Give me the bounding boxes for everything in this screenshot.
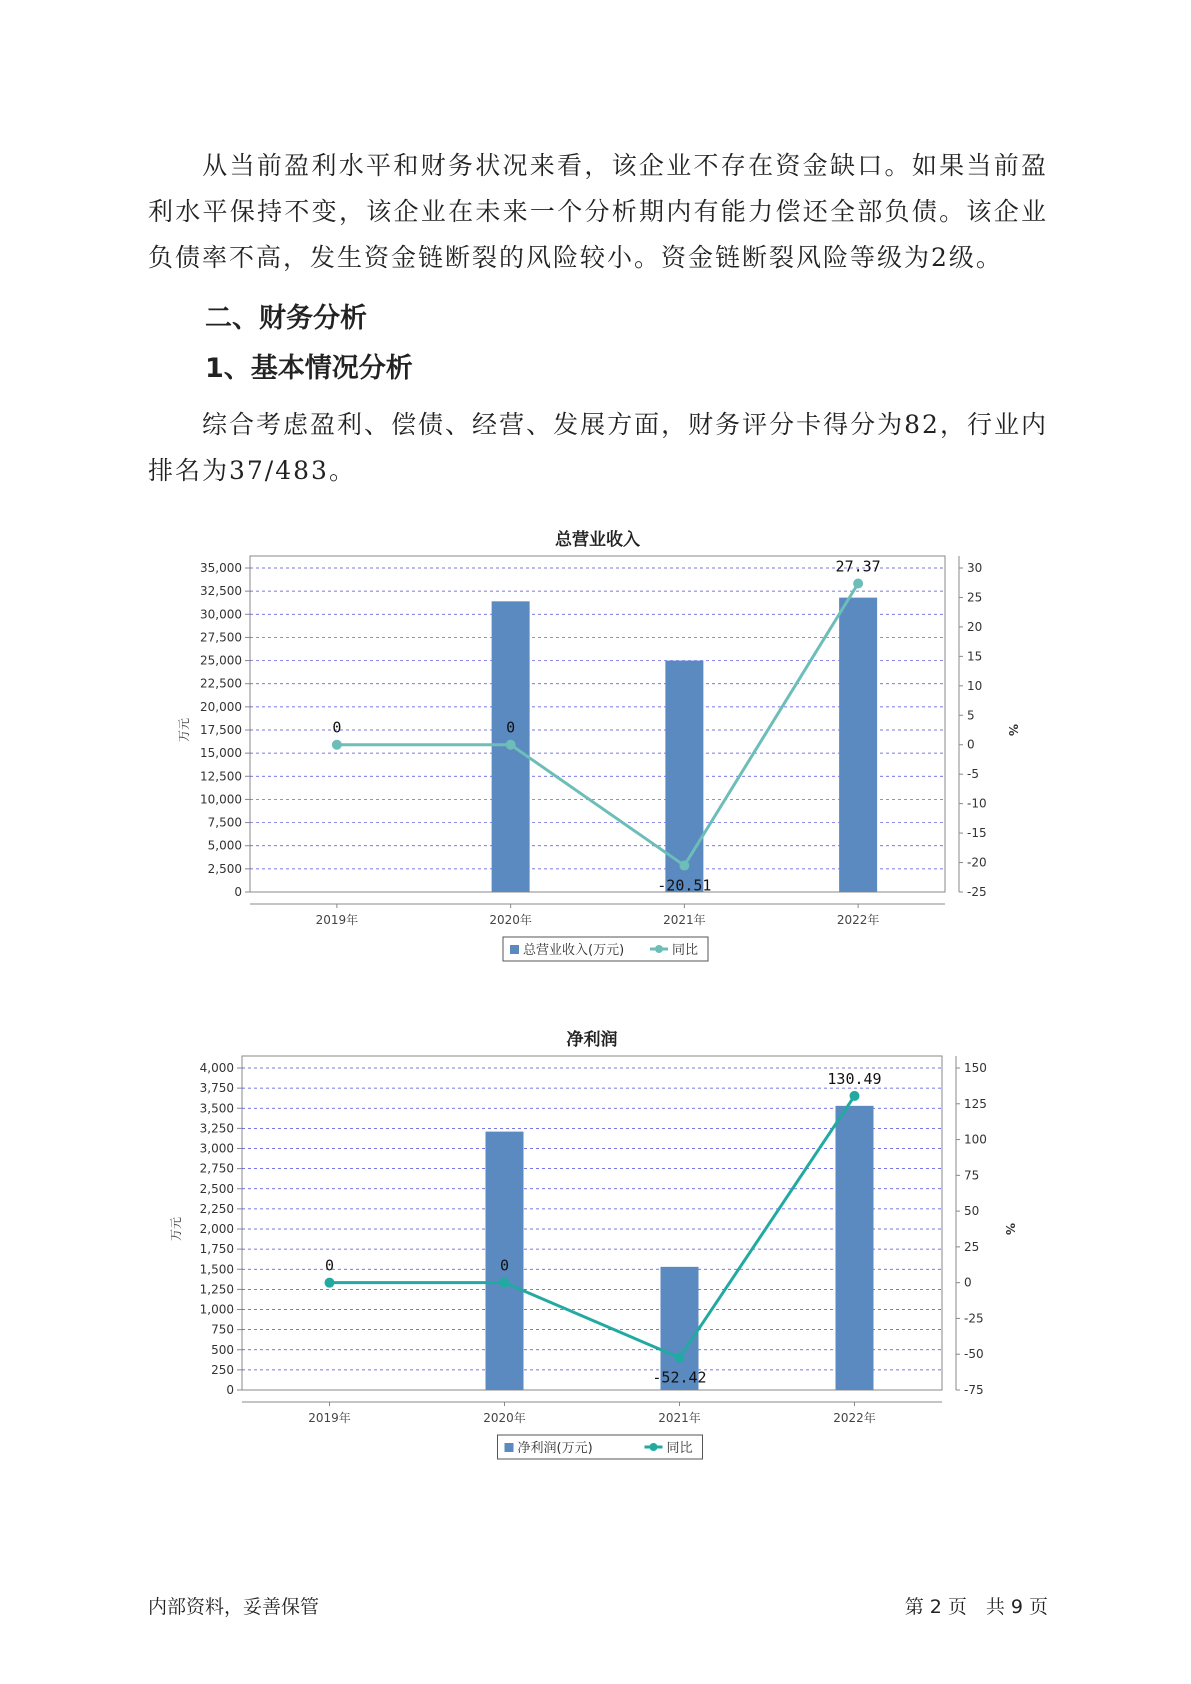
- y-tick-label: 7,500: [207, 815, 242, 830]
- y2-tick-label: 10: [967, 678, 983, 693]
- y-tick-label: 3,500: [199, 1101, 234, 1116]
- y2-tick-label: 0: [967, 737, 975, 752]
- y2-axis-label: %: [1003, 1222, 1017, 1236]
- yoy-point: [679, 861, 689, 871]
- y2-tick-label: 125: [964, 1096, 987, 1111]
- x-tick-label: 2022年: [833, 1411, 876, 1425]
- y2-tick-label: -5: [967, 767, 979, 782]
- y2-tick-label: 25: [967, 590, 983, 605]
- legend-bar-label: 总营业收入(万元): [523, 943, 625, 958]
- yoy-data-label: -20.51: [657, 876, 712, 895]
- revenue-chart-svg: [0, 525, 1191, 985]
- summary-paragraph: [148, 143, 1048, 281]
- y2-tick-label: -25: [967, 885, 987, 899]
- y-tick-label: 12,500: [200, 769, 242, 784]
- summary-text: 从当前盈利水平和财务状况来看，该企业不存在资金缺口。如果当前盈利水平保持不变，该企业在未来一个分析期内有能力偿还全部负债。该企业负债率不高，发生资金链断裂的风险较小。资金链断裂风险等级为2级。: [148, 151, 1048, 272]
- y-axis-label: 万元: [177, 717, 191, 743]
- x-tick-label: 2021年: [663, 913, 706, 927]
- x-tick-label: 2022年: [836, 913, 880, 927]
- y2-axis-label: %: [1006, 723, 1020, 737]
- y-tick-label: 4,000: [199, 1061, 234, 1075]
- chart-title: 总营业收入: [555, 530, 640, 550]
- y-tick-label: 22,500: [200, 676, 242, 691]
- y-tick-label: 0: [234, 885, 242, 899]
- yoy-data-label: 27.37: [835, 557, 881, 576]
- score-text: 综合考虑盈利、偿债、经营、发展方面，财务评分卡得分为82，行业内排名为37/483。: [148, 410, 1048, 485]
- y-tick-label: 1,750: [199, 1242, 234, 1257]
- legend-line-label: 同比: [666, 1441, 693, 1456]
- yoy-point: [853, 578, 863, 588]
- yoy-point: [506, 740, 516, 750]
- chart-title: 净利润: [566, 1030, 618, 1050]
- legend-line-marker: [655, 945, 663, 953]
- y2-tick-label: 5: [967, 708, 975, 723]
- bar: [836, 1106, 874, 1390]
- x-tick-label: 2019年: [308, 1411, 351, 1425]
- x-tick-label: 2020年: [489, 913, 532, 927]
- score-paragraph: [148, 402, 1048, 494]
- y2-tick-label: 75: [964, 1168, 980, 1183]
- y-tick-label: 3,000: [199, 1141, 234, 1156]
- y2-tick-label: -25: [964, 1311, 984, 1326]
- x-tick-label: 2021年: [658, 1411, 701, 1425]
- y-tick-label: 1,250: [199, 1282, 234, 1297]
- page-mid: 页 共: [947, 1596, 1005, 1618]
- y-tick-label: 1,000: [199, 1302, 234, 1317]
- yoy-point: [500, 1278, 510, 1288]
- y-tick-label: 27,500: [200, 630, 242, 645]
- subsection-heading: 1、基本情况分析: [205, 353, 413, 384]
- y2-tick-label: -10: [967, 796, 987, 811]
- section-heading: 二、财务分析: [205, 303, 367, 334]
- y2-tick-label: 100: [964, 1132, 987, 1147]
- yoy-point: [325, 1278, 335, 1288]
- y-tick-label: 2,000: [199, 1222, 234, 1236]
- y2-tick-label: 0: [964, 1275, 972, 1290]
- y-tick-label: 0: [226, 1383, 234, 1397]
- bar: [839, 598, 877, 892]
- page-total: 9: [1010, 1596, 1023, 1618]
- y-tick-label: 2,500: [207, 861, 242, 876]
- y-tick-label: 3,750: [199, 1081, 234, 1096]
- y-tick-label: 20,000: [200, 699, 242, 714]
- y-axis-label: 万元: [169, 1216, 183, 1242]
- y-tick-label: 3,250: [199, 1121, 234, 1136]
- y2-tick-label: -20: [967, 855, 987, 870]
- page-suffix: 页: [1028, 1596, 1048, 1618]
- revenue-chart: [0, 525, 1191, 985]
- legend-line-marker: [650, 1443, 658, 1451]
- y2-tick-label: 25: [964, 1239, 980, 1254]
- y2-tick-label: 15: [967, 649, 983, 664]
- net-profit-chart: [0, 1025, 1191, 1485]
- y2-tick-label: -75: [964, 1383, 984, 1397]
- yoy-data-label: 130.49: [827, 1069, 882, 1088]
- y-tick-label: 25,000: [200, 653, 242, 668]
- y-tick-label: 17,500: [200, 723, 242, 737]
- yoy-data-label: 0: [332, 718, 342, 737]
- y2-tick-label: 20: [967, 619, 983, 634]
- y-tick-label: 30,000: [200, 607, 242, 622]
- yoy-data-label: -52.42: [652, 1368, 707, 1387]
- footer-confidential: 内部资料，妥善保管: [148, 1596, 320, 1618]
- legend-bar-label: 净利润(万元): [517, 1441, 593, 1456]
- page-prefix: 第: [904, 1596, 924, 1618]
- y-tick-label: 1,500: [199, 1262, 234, 1277]
- y-tick-label: 250: [211, 1362, 234, 1377]
- yoy-data-label: 0: [324, 1256, 335, 1275]
- y2-tick-label: 50: [964, 1204, 980, 1219]
- y-tick-label: 750: [211, 1322, 234, 1337]
- yoy-point: [675, 1353, 685, 1363]
- y2-tick-label: -50: [964, 1347, 984, 1362]
- yoy-point: [850, 1091, 860, 1101]
- y-tick-label: 32,500: [200, 584, 242, 599]
- legend-bar-swatch: [510, 945, 519, 954]
- x-tick-label: 2020年: [483, 1411, 526, 1425]
- legend-bar-swatch: [505, 1443, 514, 1452]
- y-tick-label: 2,250: [199, 1201, 234, 1216]
- net-profit-chart-svg: [0, 1025, 1191, 1485]
- footer-page-info: [902, 1592, 1051, 1619]
- page-number: 2: [929, 1596, 942, 1618]
- y-tick-label: 2,500: [199, 1181, 234, 1196]
- yoy-data-label: 0: [506, 718, 516, 737]
- yoy-point: [332, 740, 342, 750]
- y-tick-label: 35,000: [200, 561, 242, 575]
- y-tick-label: 500: [211, 1342, 234, 1357]
- y2-tick-label: -15: [967, 826, 987, 841]
- legend-line-label: 同比: [672, 943, 699, 958]
- y-tick-label: 5,000: [207, 838, 242, 853]
- x-tick-label: 2019年: [315, 913, 359, 927]
- y-tick-label: 10,000: [200, 792, 242, 807]
- y2-tick-label: 150: [964, 1061, 987, 1075]
- y-tick-label: 15,000: [200, 746, 242, 761]
- y2-tick-label: 30: [967, 561, 983, 575]
- y-tick-label: 2,750: [199, 1161, 234, 1176]
- yoy-data-label: 0: [499, 1256, 510, 1275]
